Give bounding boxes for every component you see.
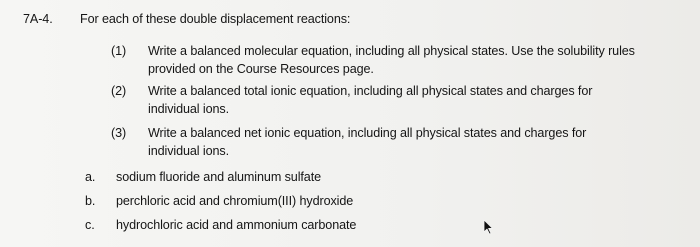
problem-number: 7A-4.: [23, 12, 53, 26]
reaction-letter: c.: [85, 218, 95, 232]
instruction-text-line: individual ions.: [148, 144, 230, 158]
instruction-number: (2): [111, 84, 127, 98]
instruction-text-line: individual ions.: [148, 102, 230, 116]
mouse-pointer-icon: [483, 219, 493, 235]
reaction-letter: a.: [85, 170, 96, 184]
reaction-text: sodium fluoride and aluminum sulfate: [116, 170, 322, 184]
instruction-text-line: Write a balanced total ionic equation, including all physical states and charges for: [148, 84, 593, 98]
instruction-text-line: Write a balanced net ionic equation, including all physical states and charges for: [148, 126, 587, 140]
instruction-number: (3): [111, 126, 127, 140]
instruction-number: (1): [111, 44, 127, 58]
instruction-text-line: Write a balanced molecular equation, including all physical states. Use the solubility rules: [148, 44, 635, 58]
reaction-text: hydrochloric acid and ammonium carbonate: [116, 218, 357, 232]
problem-prompt: For each of these double displacement reactions:: [80, 12, 351, 26]
reaction-text: perchloric acid and chromium(III) hydroxide: [116, 194, 354, 208]
reaction-letter: b.: [85, 194, 96, 208]
instruction-text-line: provided on the Course Resources page.: [148, 62, 374, 76]
